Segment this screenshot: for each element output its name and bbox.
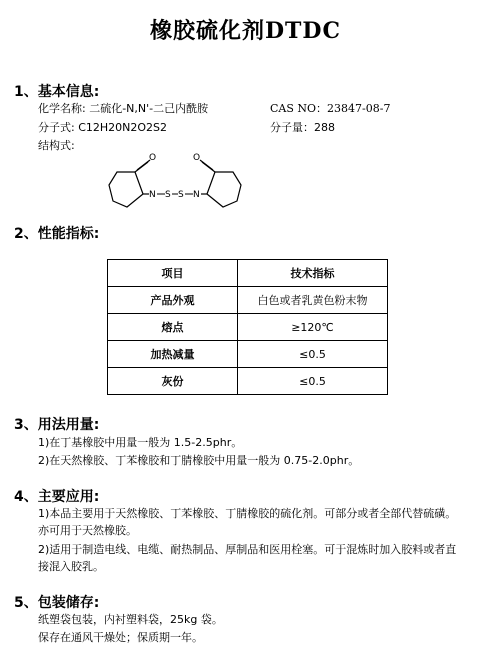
molecular-formula: 分子式: C12H20N2O2S2	[38, 121, 168, 134]
application-line-1b: 亦可用于天然橡胶。	[38, 524, 137, 537]
row-value: ≤0.5	[238, 341, 388, 368]
section-4-heading: 4、主要应用:	[14, 489, 100, 505]
row-value: ≤0.5	[238, 368, 388, 395]
application-line-2b: 接混入胶乳。	[38, 560, 104, 573]
row-label: 产品外观	[108, 287, 238, 314]
header-spec: 技术指标	[238, 260, 388, 287]
application-line-1a: 1)本品主要用于天然橡胶、丁苯橡胶、丁腈橡胶的硫化剂。可部分或者全部代替硫磺。	[38, 507, 457, 520]
header-item: 项目	[108, 260, 238, 287]
table-header-row	[108, 260, 388, 287]
table-row	[108, 368, 388, 395]
cas-number: CAS NO：23847-08-7	[270, 102, 391, 115]
structure-label: 结构式:	[38, 139, 75, 152]
packaging-line-1: 纸塑袋包装，内衬塑料袋，25kg 袋。	[38, 613, 223, 626]
spec-table	[107, 259, 388, 395]
section-2-heading: 2、性能指标:	[14, 226, 100, 242]
usage-line-1: 1)在丁基橡胶中用量一般为 1.5-2.5phr。	[38, 436, 243, 449]
section-1-heading: 1、基本信息:	[14, 84, 100, 100]
table-row	[108, 287, 388, 314]
packaging-line-2: 保存在通风干燥处；保质期一年。	[38, 631, 203, 644]
table-row	[108, 314, 388, 341]
application-line-2a: 2)适用于制造电线、电缆、耐热制品、厚制品和医用栓塞。可于混炼时加入胶料或者直	[38, 543, 457, 556]
section-5-heading: 5、包装储存:	[14, 595, 100, 611]
right-ring	[200, 160, 241, 207]
atom-o-right: O	[193, 153, 201, 163]
row-label: 加热减量	[108, 341, 238, 368]
page-title: 橡胶硫化剂DTDC	[149, 18, 342, 44]
row-label: 灰份	[108, 368, 238, 395]
structure-diagram	[95, 150, 285, 220]
molecular-weight: 分子量：288	[270, 121, 335, 134]
atom-n-left: N	[149, 190, 156, 200]
section-3-heading: 3、用法用量:	[14, 417, 100, 433]
atom-s-1: S	[165, 190, 171, 200]
table-row	[108, 341, 388, 368]
atom-s-2: S	[178, 190, 184, 200]
row-label: 熔点	[108, 314, 238, 341]
row-value: 白色或者乳黄色粉末物	[238, 287, 388, 314]
left-ring	[109, 160, 150, 207]
row-value: ≥120℃	[238, 314, 388, 341]
atom-o-left: O	[149, 153, 157, 163]
chemical-name: 化学名称: 二硫化-N,N'-二己内酰胺	[38, 102, 209, 115]
usage-line-2: 2)在天然橡胶、丁苯橡胶和丁腈橡胶中用量一般为 0.75-2.0phr。	[38, 454, 360, 467]
atom-n-right: N	[193, 190, 200, 200]
